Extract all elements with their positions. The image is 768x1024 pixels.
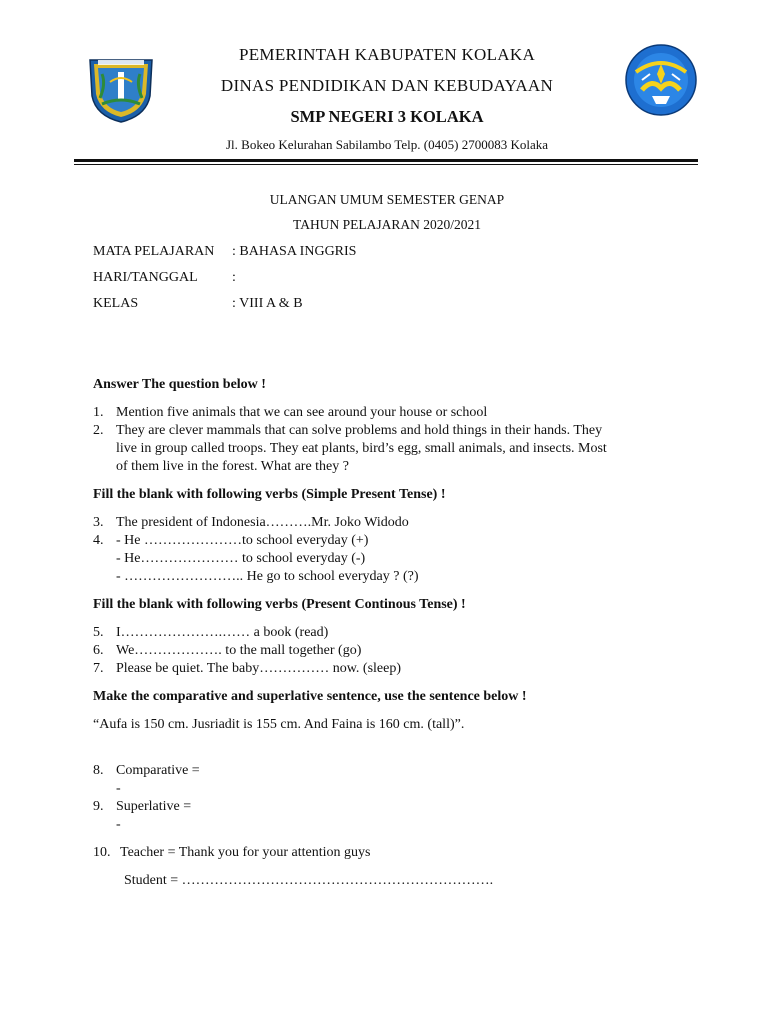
question-text: Comparative =: [116, 763, 200, 778]
question-number: 7.: [93, 661, 104, 676]
answer-dash: -: [116, 817, 121, 832]
school-name: SMP NEGERI 3 KOLAKA: [290, 107, 484, 126]
question-text: - He …………………to school everyday (+): [116, 533, 369, 548]
student-answer-line: Student = ………………………………………………………….: [124, 873, 494, 888]
question-text: I………………….…… a book (read): [116, 625, 329, 640]
question-text: live in group called troops. They eat plants, bird’s egg, small animals, and insects. Most: [116, 441, 607, 456]
question-number: 1.: [93, 405, 104, 420]
question-text: of them live in the forest. What are they ?: [116, 459, 349, 474]
tut-wuri-handayani-emblem: [622, 44, 700, 116]
field-value-date: :: [232, 270, 236, 285]
field-label-subject: MATA PELAJARAN: [93, 244, 215, 259]
answer-dash: -: [116, 781, 121, 796]
exam-year: TAHUN PELAJARAN 2020/2021: [293, 217, 481, 232]
quote-sentence: “Aufa is 150 cm. Jusriadit is 155 cm. And Faina is 160 cm. (tall)”.: [93, 717, 465, 732]
question-number: 8.: [93, 763, 104, 778]
section-heading-present-continuous: Fill the blank with following verbs (Present Continous Tense) !: [93, 597, 466, 612]
question-text: The president of Indonesia……….Mr. Joko Widodo: [116, 515, 409, 530]
exam-title: ULANGAN UMUM SEMESTER GENAP: [269, 192, 505, 207]
section-heading-simple-present: Fill the blank with following verbs (Simple Present Tense) !: [93, 487, 446, 502]
question-number: 6.: [93, 643, 104, 658]
question-text: - …………………….. He go to school everyday ? (?): [116, 569, 419, 584]
field-value-class: : VIII A & B: [232, 296, 303, 311]
letterhead-line1: PEMERINTAH KABUPATEN KOLAKA: [238, 45, 536, 64]
question-text: Superlative =: [116, 799, 192, 814]
question-text: They are clever mammals that can solve problems and hold things in their hands. They: [116, 423, 603, 438]
field-label-class: KELAS: [93, 296, 139, 311]
question-number: 2.: [93, 423, 104, 438]
school-address: Jl. Bokeo Kelurahan Sabilambo Telp. (0405) 2700083 Kolaka: [226, 137, 548, 152]
question-number: 3.: [93, 515, 104, 530]
question-text: Please be quiet. The baby…………… now. (sleep): [116, 661, 401, 676]
question-text: We………………. to the mall together (go): [116, 643, 362, 658]
section-heading-comparative: Make the comparative and superlative sentence, use the sentence below !: [93, 689, 527, 704]
field-value-subject: : BAHASA INGGRIS: [232, 244, 357, 259]
question-text: - He………………… to school everyday (-): [116, 551, 366, 566]
question-text: Teacher = Thank you for your attention guys: [120, 845, 371, 860]
question-number: 4.: [93, 533, 104, 548]
letterhead-line2: DINAS PENDIDIKAN DAN KEBUDAYAAN: [220, 76, 554, 95]
letterhead-thin-rule: [74, 164, 698, 165]
question-text: Mention five animals that we can see around your house or school: [116, 405, 488, 420]
question-number: 9.: [93, 799, 104, 814]
section-heading-answer: Answer The question below !: [93, 377, 266, 392]
question-number: 5.: [93, 625, 104, 640]
letterhead-thick-rule: [74, 159, 698, 162]
question-number: 10.: [93, 845, 111, 860]
field-label-date: HARI/TANGGAL: [93, 270, 198, 285]
kolaka-regency-emblem: [86, 54, 156, 124]
